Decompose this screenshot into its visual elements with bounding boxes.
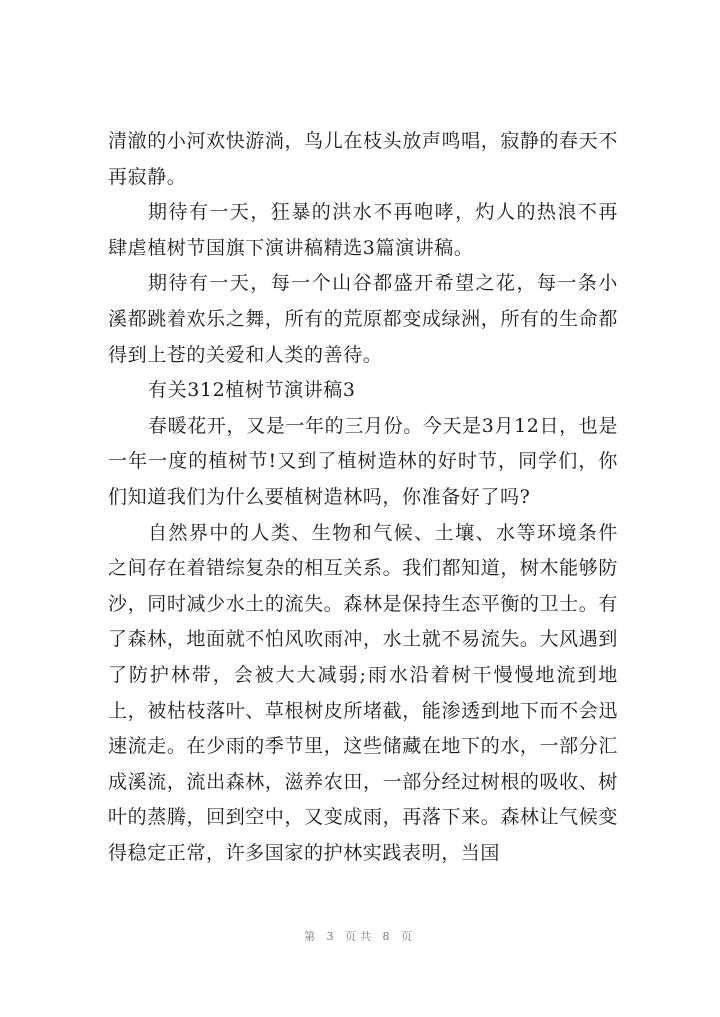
- paragraph-continued: 清澈的小河欢快游淌，鸟儿在枝头放声鸣唱，寂静的春天不再寂静。: [108, 130, 618, 188]
- section-heading: 有关312植树节演讲稿3: [148, 379, 356, 402]
- paragraph: 春暖花开，又是一年的三月份。今天是3月12日，也是一年一度的植树节!又到了植树造林的好时节，同学们，你们知道我们为什么要植树造林吗，你准备好了吗?: [108, 414, 618, 508]
- paragraph: 期待有一天，狂暴的洪水不再咆哮，灼人的热浪不再肆虐植树节国旗下演讲稿精选3篇演讲稿。: [108, 201, 618, 259]
- paragraph: 期待有一天，每一个山谷都盛开希望之花，每一条小溪都跳着欢乐之舞，所有的荒原都变成绿洲，所有的生命都得到上苍的关爱和人类的善待。: [108, 272, 618, 366]
- paragraph: 自然界中的人类、生物和气候、土壤、水等环境条件之间存在着错综复杂的相互关系。我们都知道，树木能够防沙，同时减少水土的流失。森林是保持生态平衡的卫士。有了森林，地面就不怕风吹雨冲，水土就不易流失。大风遇到了防护林带，会被大大减弱;雨水沿着树干慢慢地流到地上，被枯枝落叶、草根树皮所堵截，能渗透到地下而不会迅速流走。在少雨的季节里，这些储藏在地下的水，一部分汇成溪流，流出森林，滋养农田，一部分经过树根的吸收、树叶的蒸腾，回到空中，又变成雨，再落下来。森林让气候变得稳定正常，许多国家的护林实践表明，当国: [108, 521, 618, 864]
- document-body: [108, 124, 618, 871]
- page-number-footer: 第 3 页共 8 页: [304, 930, 416, 943]
